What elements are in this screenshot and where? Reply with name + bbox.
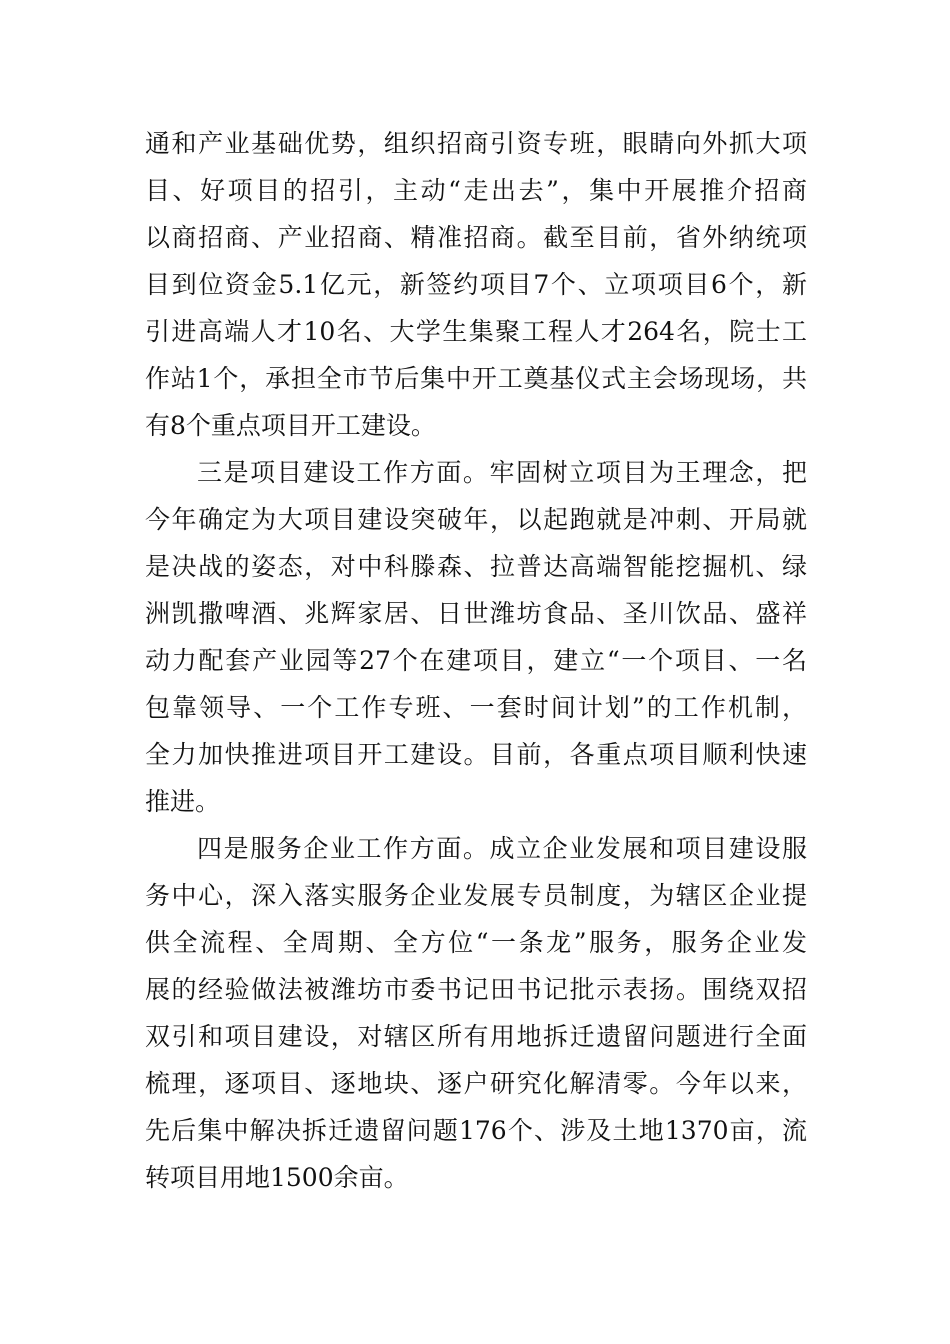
text-line: 四是服务企业工作方面。成立企业发展和项目建设服 bbox=[197, 834, 807, 863]
text-line: 务中心，深入落实服务企业发展专员制度，为辖区企业提 bbox=[145, 881, 807, 910]
text-line: 目到位资金5.1亿元，新签约项目7个、立项项目6个，新 bbox=[145, 270, 807, 299]
text-line: 作站1个，承担全市节后集中开工奠基仪式主会场现场，共 bbox=[145, 364, 807, 393]
paragraph-investment bbox=[145, 120, 807, 449]
text-line: 洲凯撒啤酒、兆辉家居、日世潍坊食品、圣川饮品、盛祥 bbox=[145, 599, 807, 628]
text-line: 转项目用地1500余亩。 bbox=[145, 1163, 409, 1192]
paragraph-enterprise-service bbox=[145, 825, 807, 1201]
text-line: 梳理，逐项目、逐地块、逐户研究化解清零。今年以来， bbox=[145, 1069, 807, 1098]
text-line: 包靠领导、一个工作专班、一套时间计划”的工作机制， bbox=[145, 693, 807, 722]
body-text bbox=[145, 120, 807, 1201]
text-line: 是决战的姿态，对中科滕森、拉普达高端智能挖掘机、绿 bbox=[145, 552, 807, 581]
text-line: 今年确定为大项目建设突破年，以起跑就是冲刺、开局就 bbox=[145, 505, 807, 534]
text-line: 推进。 bbox=[145, 787, 221, 816]
text-line: 有8个重点项目开工建设。 bbox=[145, 411, 436, 440]
text-line: 双引和项目建设，对辖区所有用地拆迁遗留问题进行全面 bbox=[145, 1022, 807, 1051]
text-line: 目、好项目的招引，主动“走出去”，集中开展推介招商 bbox=[145, 176, 807, 205]
text-line: 三是项目建设工作方面。牢固树立项目为王理念，把 bbox=[197, 458, 807, 487]
text-line: 通和产业基础优势，组织招商引资专班，眼睛向外抓大项 bbox=[145, 129, 807, 158]
text-line: 先后集中解决拆迁遗留问题176个、涉及土地1370亩，流 bbox=[145, 1116, 807, 1145]
paragraph-project-construction bbox=[145, 449, 807, 825]
text-line: 引进高端人才10名、大学生集聚工程人才264名，院士工 bbox=[145, 317, 807, 346]
text-line: 动力配套产业园等27个在建项目，建立“一个项目、一名 bbox=[145, 646, 807, 675]
text-line: 以商招商、产业招商、精准招商。截至目前，省外纳统项 bbox=[145, 223, 807, 252]
text-line: 供全流程、全周期、全方位“一条龙”服务，服务企业发 bbox=[145, 928, 807, 957]
text-line: 全力加快推进项目开工建设。目前，各重点项目顺利快速 bbox=[145, 740, 807, 769]
text-line: 展的经验做法被潍坊市委书记田书记批示表扬。围绕双招 bbox=[145, 975, 807, 1004]
